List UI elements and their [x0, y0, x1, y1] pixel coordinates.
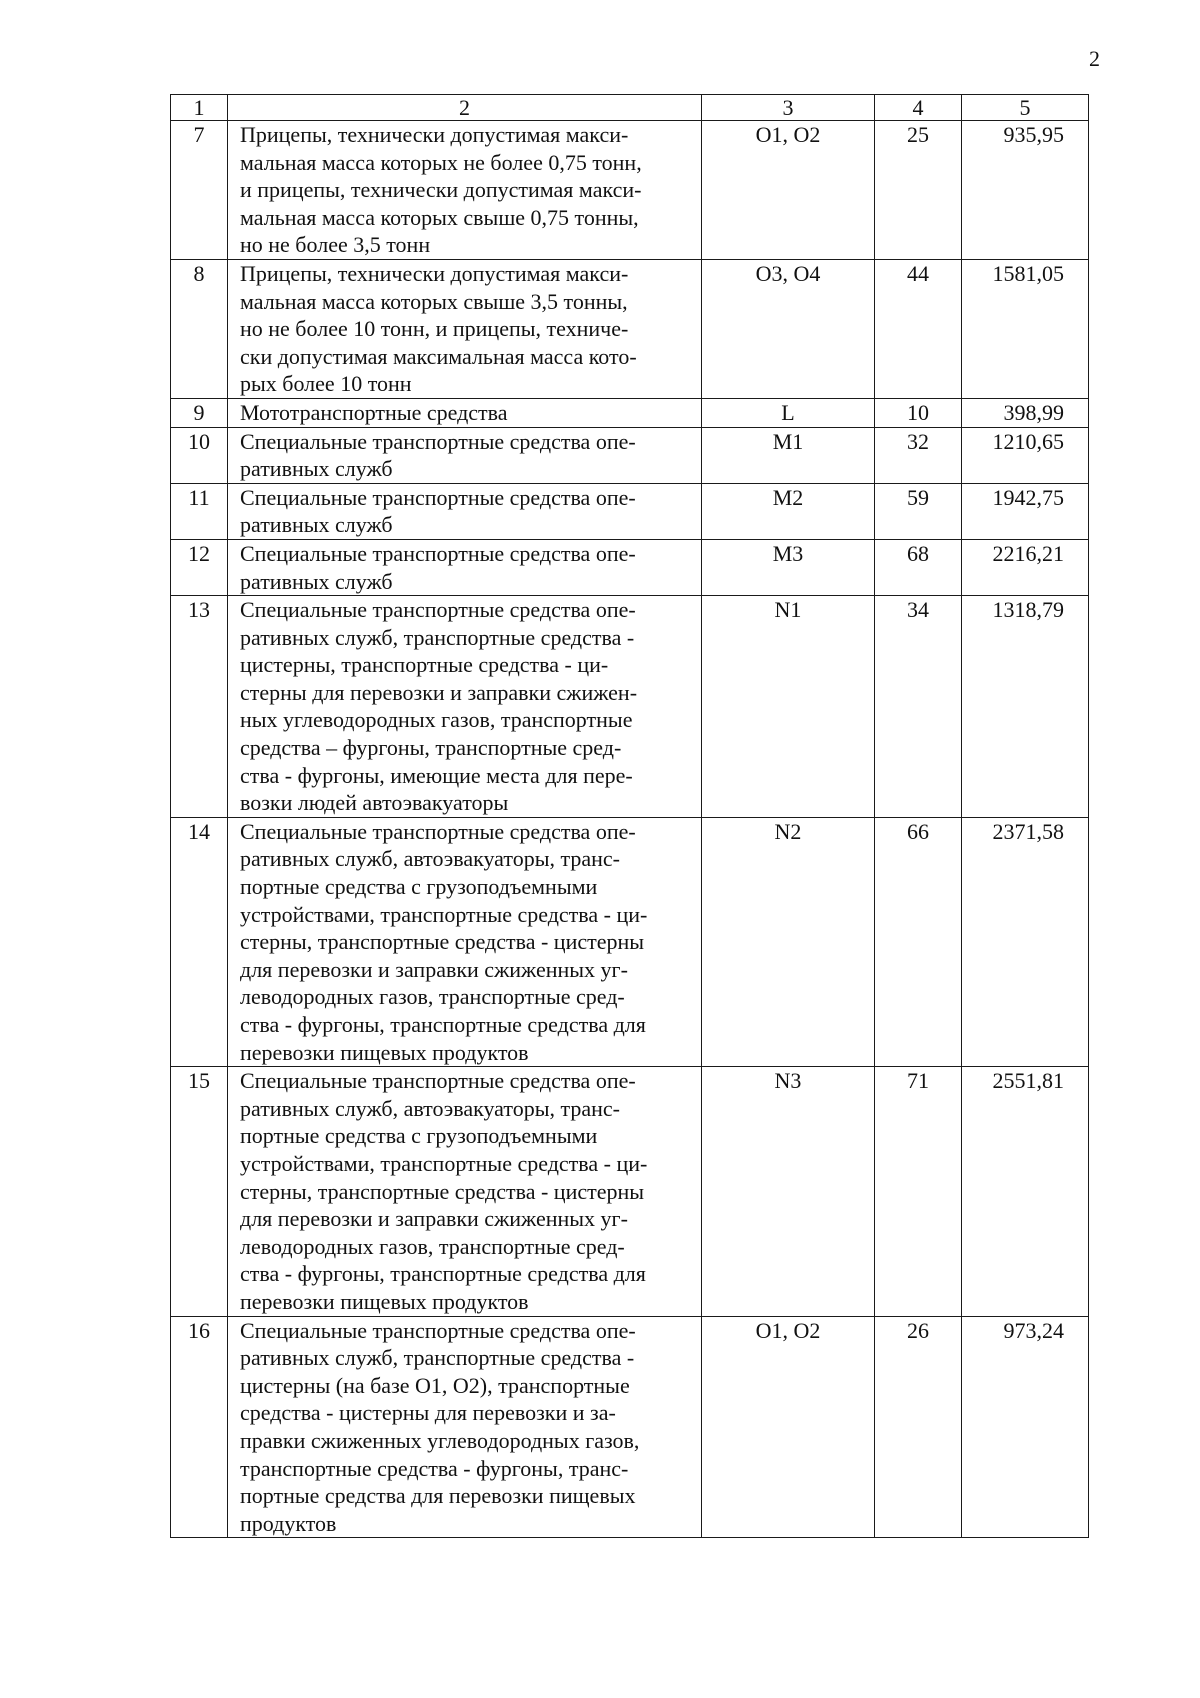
description-line: перевозки пищевых продуктов [240, 1288, 529, 1314]
description-line: цистерны, транспортные средства - ци- [240, 652, 609, 678]
table-body [171, 95, 1089, 1538]
coefficient-cell: 26 [875, 1316, 962, 1538]
description-line: транспортные средства - фургоны, транс- [240, 1455, 629, 1481]
row-number-cell: 13 [171, 596, 228, 818]
description-line: стерны, транспортные средства - цистерны [240, 1178, 645, 1204]
description-line: ства - фургоны, транспортные средства для [240, 1012, 646, 1037]
description-line: Прицепы, технически допустимая макси- [240, 260, 629, 286]
table-row [171, 398, 1089, 427]
row-number-cell: 7 [171, 121, 228, 260]
coefficient-cell: 34 [875, 596, 962, 818]
description-line: ративных служб, автоэвакуаторы, транс- [240, 1095, 620, 1121]
coefficient-cell: 68 [875, 539, 962, 595]
row-number-cell: 14 [171, 817, 228, 1066]
value-cell: 2216,21 [962, 539, 1089, 595]
description-line: ративных служб, автоэвакуаторы, транс- [240, 846, 620, 872]
category-cell: L [702, 398, 875, 427]
row-number-cell: 11 [171, 483, 228, 539]
description-line: средства – фургоны, транспортные сред- [240, 735, 622, 761]
coefficient-cell: 71 [875, 1067, 962, 1316]
category-cell: O1, O2 [702, 121, 875, 260]
description-line: стерны, транспортные средства - цистерны [240, 929, 645, 955]
table-row [171, 121, 1089, 260]
value-cell: 973,24 [962, 1316, 1089, 1538]
description-line: устройствами, транспортные средства - ци- [240, 1150, 648, 1176]
description-line: для перевозки и заправки сжиженных уг- [240, 956, 628, 982]
description-line: портные средства для перевозки пищевых [240, 1483, 636, 1509]
description-cell [228, 596, 702, 818]
value-cell: 935,95 [962, 121, 1089, 260]
row-number-cell: 8 [171, 259, 228, 398]
description-line: Специальные транспортные средства опе- [240, 484, 636, 510]
coefficient-cell: 32 [875, 427, 962, 483]
description-line: возки людей автоэвакуаторы [240, 790, 509, 816]
category-cell: O3, O4 [702, 259, 875, 398]
table-row [171, 817, 1089, 1066]
description-cell [228, 483, 702, 539]
description-cell [228, 427, 702, 483]
coefficient-cell: 25 [875, 121, 962, 260]
value-cell: 2551,81 [962, 1067, 1089, 1316]
tariff-table [170, 94, 1089, 1538]
value-cell: 1942,75 [962, 483, 1089, 539]
header-cell-4: 4 [875, 95, 962, 121]
category-cell: N3 [702, 1067, 875, 1316]
description-line: леводородных газов, транспортные сред- [240, 1233, 625, 1259]
description-line: мальная масса которых свыше 3,5 тонны, [240, 288, 628, 314]
value-cell: 1318,79 [962, 596, 1089, 818]
header-row [171, 95, 1089, 121]
row-number-cell: 16 [171, 1316, 228, 1538]
description-line: Специальные транспортные средства опе- [240, 597, 636, 623]
description-line: Прицепы, технически допустимая макси- [240, 122, 629, 147]
category-cell: M2 [702, 483, 875, 539]
description-line: стерны для перевозки и заправки сжижен- [240, 679, 638, 705]
description-line: для перевозки и заправки сжиженных уг- [240, 1206, 628, 1232]
description-cell [228, 1067, 702, 1316]
coefficient-cell: 10 [875, 398, 962, 427]
table-row [171, 259, 1089, 398]
description-line: Мототранспортные средства [240, 399, 508, 425]
header-cell-3: 3 [702, 95, 875, 121]
row-number-cell: 9 [171, 398, 228, 427]
description-line: ративных служб [240, 568, 393, 594]
description-cell [228, 817, 702, 1066]
description-line: устройствами, транспортные средства - ци- [240, 901, 648, 927]
header-cell-1: 1 [171, 95, 228, 121]
table-row [171, 483, 1089, 539]
table-row [171, 1316, 1089, 1538]
table-row [171, 596, 1089, 818]
description-line: перевозки пищевых продуктов [240, 1039, 529, 1065]
description-line: Специальные транспортные средства опе- [240, 1317, 636, 1343]
description-line: леводородных газов, транспортные сред- [240, 984, 625, 1010]
description-line: средства - цистерны для перевозки и за- [240, 1400, 616, 1426]
description-line: правки сжиженных углеводородных газов, [240, 1427, 640, 1453]
category-cell: N2 [702, 817, 875, 1066]
value-cell: 1210,65 [962, 427, 1089, 483]
description-line: но не более 3,5 тонн [240, 232, 431, 258]
description-line: ративных служб, транспортные средства - [240, 1345, 635, 1371]
value-cell: 1581,05 [962, 259, 1089, 398]
description-line: но не более 10 тонн, и прицепы, техниче- [240, 316, 629, 342]
table-row [171, 427, 1089, 483]
row-number-cell: 15 [171, 1067, 228, 1316]
description-line: портные средства с грузоподъемными [240, 1123, 598, 1149]
category-cell: N1 [702, 596, 875, 818]
description-line: ски допустимая максимальная масса кото- [240, 343, 637, 369]
description-line: и прицепы, технически допустимая макси- [240, 177, 642, 203]
description-cell [228, 539, 702, 595]
header-cell-5: 5 [962, 95, 1089, 121]
description-line: продуктов [240, 1510, 337, 1536]
description-line: рых более 10 тонн [240, 371, 412, 397]
description-line: мальная масса которых свыше 0,75 тонны, [240, 204, 639, 230]
coefficient-cell: 66 [875, 817, 962, 1066]
row-number-cell: 12 [171, 539, 228, 595]
description-line: портные средства с грузоподъемными [240, 874, 598, 900]
value-cell: 2371,58 [962, 817, 1089, 1066]
description-line: Специальные транспортные средства опе- [240, 818, 636, 844]
page-number: 2 [1089, 46, 1100, 71]
description-line: ства - фургоны, транспортные средства для [240, 1261, 646, 1287]
description-line: ных углеводородных газов, транспортные [240, 707, 633, 733]
description-line: ративных служб [240, 512, 393, 538]
row-number-cell: 10 [171, 427, 228, 483]
category-cell: M1 [702, 427, 875, 483]
description-line: мальная масса которых не более 0,75 тонн, [240, 149, 642, 175]
description-cell [228, 121, 702, 260]
description-cell [228, 1316, 702, 1538]
category-cell: O1, O2 [702, 1316, 875, 1538]
description-line: ства - фургоны, имеющие места для пере- [240, 762, 633, 788]
header-cell-2: 2 [228, 95, 702, 121]
coefficient-cell: 59 [875, 483, 962, 539]
coefficient-cell: 44 [875, 259, 962, 398]
description-line: ративных служб [240, 456, 393, 482]
description-line: Специальные транспортные средства опе- [240, 540, 636, 566]
description-cell [228, 259, 702, 398]
description-cell [228, 398, 702, 427]
description-line: ративных служб, транспортные средства - [240, 624, 635, 650]
table-row [171, 1067, 1089, 1316]
description-line: Специальные транспортные средства опе- [240, 1068, 636, 1094]
description-line: цистерны (на базе O1, O2), транспортные [240, 1372, 630, 1398]
table-row [171, 539, 1089, 595]
description-line: Специальные транспортные средства опе- [240, 428, 636, 454]
category-cell: M3 [702, 539, 875, 595]
value-cell: 398,99 [962, 398, 1089, 427]
